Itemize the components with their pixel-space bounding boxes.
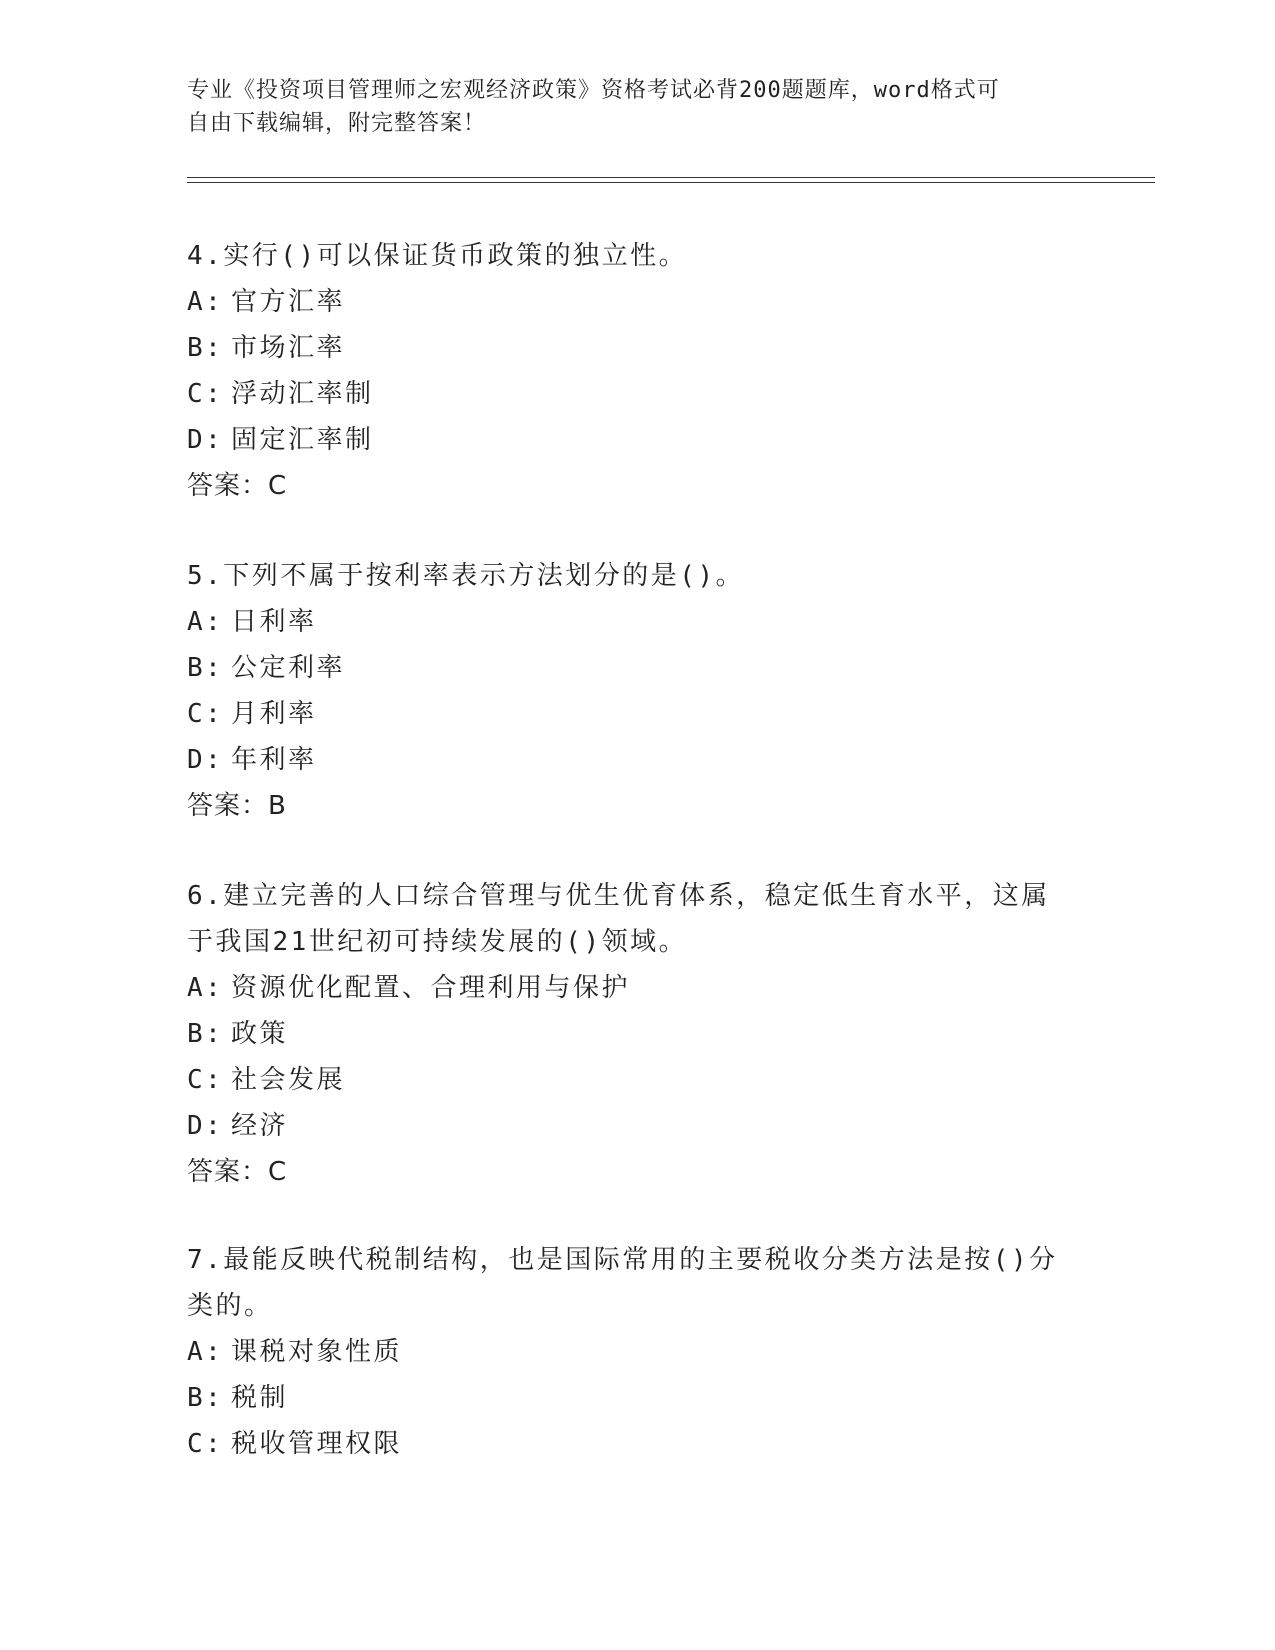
option-text: 固定汇率制 bbox=[231, 425, 374, 455]
option-a bbox=[187, 1329, 1067, 1375]
option-c bbox=[187, 691, 1067, 737]
option-key: C: bbox=[187, 379, 224, 409]
option-key: B: bbox=[187, 333, 224, 363]
option-key: C: bbox=[187, 1429, 224, 1459]
option-text: 市场汇率 bbox=[231, 333, 346, 363]
question-stem: 7.最能反映代税制结构，也是国际常用的主要税收分类方法是按()分类的。 bbox=[187, 1245, 1058, 1321]
option-c bbox=[187, 1421, 1067, 1467]
option-key: A: bbox=[187, 973, 224, 1003]
option-text: 税收管理权限 bbox=[231, 1429, 403, 1459]
option-key: A: bbox=[187, 607, 224, 637]
question-stem: 6.建立完善的人口综合管理与优生优育体系，稳定低生育水平，这属于我国21世纪初可持续发展的()领域。 bbox=[187, 881, 1050, 957]
option-b bbox=[187, 645, 1067, 691]
question-5 bbox=[187, 553, 1067, 829]
header-divider-bottom bbox=[187, 182, 1155, 183]
option-key: B: bbox=[187, 653, 224, 683]
document-header bbox=[187, 74, 1067, 140]
option-text: 浮动汇率制 bbox=[231, 379, 374, 409]
option-key: D: bbox=[187, 425, 224, 455]
option-a bbox=[187, 599, 1067, 645]
option-b bbox=[187, 1011, 1067, 1057]
option-key: B: bbox=[187, 1383, 224, 1413]
header-line-2: 自由下载编辑，附完整答案！ bbox=[187, 111, 487, 136]
option-d bbox=[187, 737, 1067, 783]
option-b bbox=[187, 1375, 1067, 1421]
option-key: A: bbox=[187, 1337, 224, 1367]
option-text: 资源优化配置、合理利用与保护 bbox=[231, 973, 631, 1003]
option-text: 公定利率 bbox=[231, 653, 346, 683]
option-text: 政策 bbox=[231, 1019, 289, 1049]
answer: 答案：C bbox=[187, 471, 288, 501]
option-key: A: bbox=[187, 287, 224, 317]
option-text: 课税对象性质 bbox=[231, 1337, 403, 1367]
question-7 bbox=[187, 1237, 1067, 1467]
option-text: 年利率 bbox=[231, 745, 317, 775]
option-text: 经济 bbox=[231, 1111, 289, 1141]
option-a bbox=[187, 965, 1067, 1011]
option-d bbox=[187, 417, 1067, 463]
option-text: 社会发展 bbox=[231, 1065, 346, 1095]
header-line-1: 专业《投资项目管理师之宏观经济政策》资格考试必背200题题库，word格式可 bbox=[187, 78, 1000, 103]
option-key: C: bbox=[187, 1065, 224, 1095]
option-key: D: bbox=[187, 745, 224, 775]
option-text: 日利率 bbox=[231, 607, 317, 637]
option-b bbox=[187, 325, 1067, 371]
option-a bbox=[187, 279, 1067, 325]
question-4 bbox=[187, 233, 1067, 509]
option-c bbox=[187, 1057, 1067, 1103]
option-key: C: bbox=[187, 699, 224, 729]
option-text: 税制 bbox=[231, 1383, 289, 1413]
option-d bbox=[187, 1103, 1067, 1149]
option-text: 官方汇率 bbox=[231, 287, 346, 317]
answer: 答案：B bbox=[187, 791, 287, 821]
option-c bbox=[187, 371, 1067, 417]
question-stem: 5.下列不属于按利率表示方法划分的是()。 bbox=[187, 561, 745, 591]
option-key: B: bbox=[187, 1019, 224, 1049]
question-stem: 4.实行()可以保证货币政策的独立性。 bbox=[187, 241, 688, 271]
question-6 bbox=[187, 873, 1067, 1195]
option-text: 月利率 bbox=[231, 699, 317, 729]
option-key: D: bbox=[187, 1111, 224, 1141]
header-divider-top bbox=[187, 177, 1155, 178]
answer: 答案：C bbox=[187, 1157, 288, 1187]
